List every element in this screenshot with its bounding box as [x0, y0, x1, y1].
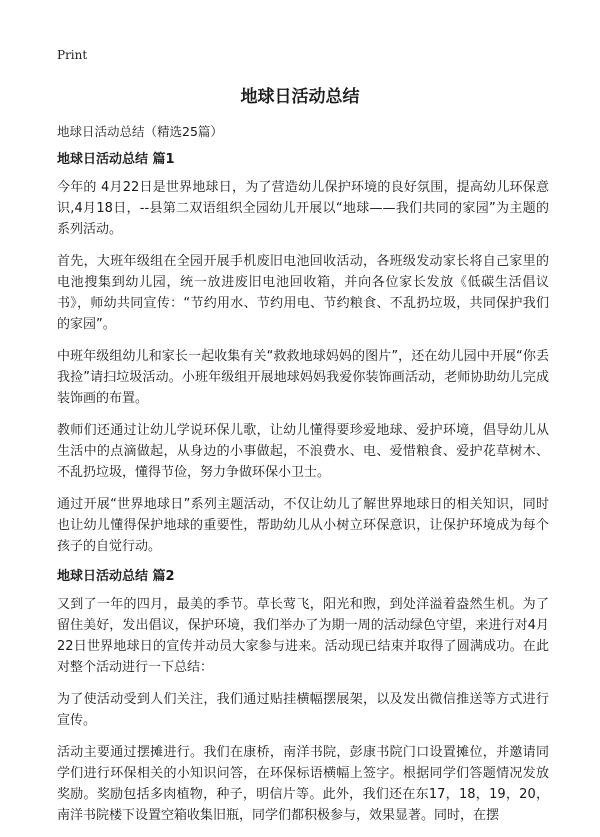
paragraph: 中班年级组幼儿和家长一起收集有关“救救地球妈妈的图片”，还在幼儿园中开展“你丢我捡”请扫垃圾活动。小班年级组开展地球妈妈我爱你装饰画活动，老师协助幼儿完成装饰画的布置。	[57, 349, 549, 406]
section-1	[57, 151, 549, 557]
document-subtitle: 地球日活动总结（精选25篇）	[57, 124, 223, 139]
paragraph: 活动主要通过摆摊进行。我们在康桥，南洋书院，彭康书院门口设置摊位，并邀请同学们进行环保相关的小知识问答，在环保标语横幅上签字。根据同学们答题情况发放奖励。奖励包括多肉植物，种子，明信片等。此外，我们还在东17，18，19，20，南洋书院楼下设置空箱收集旧瓶，同学们都积极参与，效果显著。同时，在摆	[57, 745, 549, 823]
paragraph: 今年的 4月22日是世界地球日，为了营造幼儿保护环境的良好氛围，提高幼儿环保意识,4月18日，--县第二双语组织全园幼儿开展以“地球——我们共同的家园”为主题的系列活动。	[57, 180, 549, 237]
section-heading: 地球日活动总结 篇1	[57, 152, 175, 167]
paragraph: 教师们还通过让幼儿学说环保儿歌，让幼儿懂得要珍爱地球、爱护环境，倡导幼儿从生活中的点滴做起，从身边的小事做起，不浪费水、电、爱惜粮食、爱护花草树木、不乱扔垃圾，懂得节俭，努力争做环保小卫士。	[57, 423, 549, 480]
page-title: 地球日活动总结	[240, 87, 360, 107]
document-body	[57, 151, 549, 837]
paragraph: 又到了一年的四月，最美的季节。草长莺飞，阳光和煦，到处洋溢着盎然生机。为了留住美好，发出倡议，保护环境，我们举办了为期一周的活动绿色守望，来进行对4月22日世界地球日的宣传并动员大家参与进来。活动现已结束并取得了圆满成功。在此对整个活动进行一下总结：	[57, 597, 549, 675]
section-heading: 地球日活动总结 篇2	[57, 569, 175, 584]
paragraph: 为了使活动受到人们关注，我们通过贴挂横幅摆展架，以及发出微信推送等方式进行宣传。	[57, 692, 549, 728]
section-2	[57, 568, 549, 826]
paragraph: 首先，大班年级组在全园开展手机废旧电池回收活动，各班级发动家长将自己家里的电池搜集到幼儿园，统一放进废旧电池回收箱，并向各位家长发放《低碳生活倡议书》，师幼共同宣传：“节约用水、节约用电、节约粮食、不乱扔垃圾，共同保护我们的家园”。	[57, 254, 549, 332]
print-link[interactable]: Print	[57, 48, 88, 62]
paragraph: 通过开展“世界地球日”系列主题活动，不仅让幼儿了解世界地球日的相关知识，同时也让幼儿懂得保护地球的重要性，帮助幼儿从小树立环保意识，让保护环境成为每个孩子的自觉行动。	[57, 497, 549, 554]
